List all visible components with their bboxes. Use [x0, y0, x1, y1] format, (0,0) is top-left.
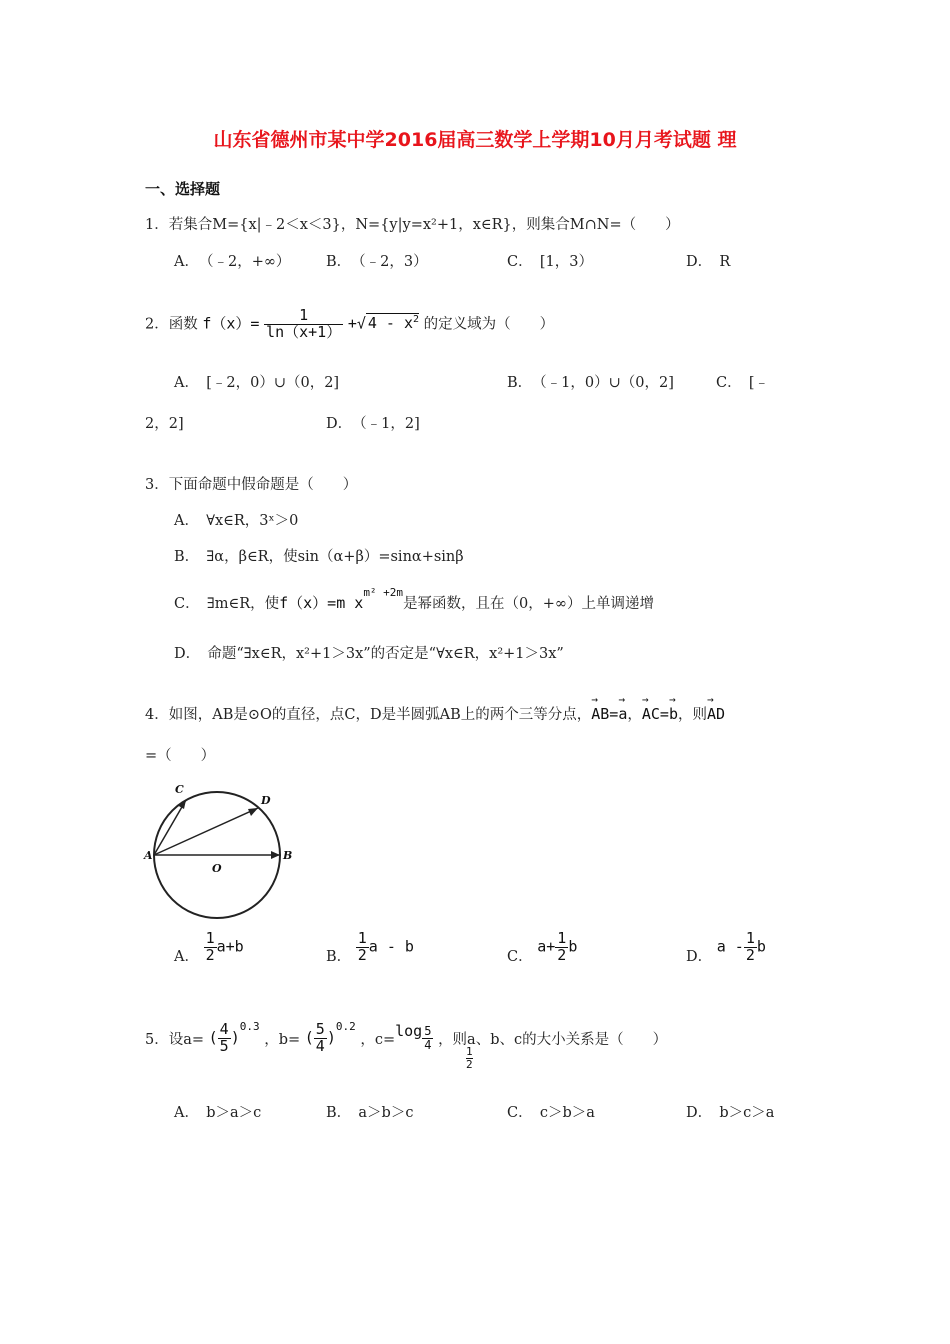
q2-fraction [264, 308, 343, 341]
q4-stem [145, 703, 725, 724]
q4-b-expr: a - b [368, 937, 414, 956]
q2-frac-num: 1 [264, 308, 343, 325]
q5-log-base [466, 1046, 473, 1070]
q2-frac-den: ln（x+1） [266, 322, 342, 341]
q1-stem: 1．若集合M={x|﹣2＜x＜3}，N={y|y=x²+1，x∈R}，则集合M∩N=（ ） [145, 217, 680, 233]
q2-root [366, 313, 419, 332]
q2-option-a: A． [﹣2，0）∪（0，2] [174, 375, 340, 391]
q5-c-num: 5 [424, 1024, 432, 1039]
arrowhead-ad [248, 808, 258, 816]
q2-root-sup: 2 [413, 314, 420, 326]
q5-c-pre: ，c= [360, 1032, 396, 1049]
q1-option-a: A． （﹣2，+∞） [174, 254, 291, 270]
q4-option-a [174, 931, 244, 964]
q5-a-den: 5 [219, 1036, 229, 1055]
q4-d-frac [744, 931, 757, 964]
q4-comma: ， [627, 707, 642, 723]
q5-a-frac [218, 1022, 231, 1055]
q4-d-frac-num: 1 [745, 929, 755, 947]
paren-close-icon: ) [230, 1028, 240, 1047]
q5-b-frac [314, 1022, 327, 1055]
page-title: 山东省德州市某中学2016届高三数学上学期10月月考试题 理 [213, 129, 737, 151]
q5-option-a: A． b＞a＞c [174, 1105, 262, 1121]
q4-stem-cont: =（ ） [145, 748, 216, 764]
q5-a-num: 4 [219, 1020, 229, 1038]
section-heading: 一、选择题 [145, 180, 221, 198]
q5-prefix: 5．设a= [145, 1032, 205, 1049]
vector-ad: → AD [707, 705, 725, 723]
q4-a-frac-num: 1 [205, 929, 215, 947]
q4-c-label: C． [507, 949, 533, 966]
q4-eq2: = [659, 705, 669, 723]
q5-base-den: 2 [466, 1057, 473, 1071]
q3-option-c [174, 586, 655, 613]
segment-ad [154, 808, 258, 855]
q2-fx: f（x）= [202, 314, 260, 333]
q4-a-frac [204, 931, 217, 964]
circle-figure [140, 780, 300, 920]
vector-ab: → AB [591, 705, 609, 723]
label-d: D [261, 794, 271, 807]
q4-option-d [686, 931, 766, 964]
q4-d-expr: b [756, 937, 766, 956]
q2-option-d: D． （﹣1，2] [326, 416, 420, 432]
q4-b-frac-num: 1 [357, 929, 367, 947]
q5-b-den: 4 [315, 1036, 325, 1055]
q2-option-b: B． （﹣1，0）∪（0，2] [507, 375, 674, 391]
q4-c-expr: b [568, 937, 578, 956]
q4-then: ，则 [677, 707, 707, 723]
label-b: B [283, 849, 293, 862]
label-c: C [175, 783, 184, 796]
q3-option-a: A． ∀x∈R，3ˣ＞0 [174, 513, 299, 529]
paren-close-icon: ) [326, 1028, 336, 1047]
q4-b-frac [356, 931, 369, 964]
q4-option-c [507, 931, 577, 964]
q4-c-pre: a+ [537, 937, 556, 956]
q2-plus: + [347, 314, 357, 333]
q4-d-frac-den: 2 [745, 945, 755, 964]
q5-option-d: D． b＞c＞a [686, 1105, 775, 1121]
q2-option-c: C． [﹣ [716, 375, 770, 391]
q4-option-b [326, 931, 414, 964]
q1-option-b: B． （﹣2，3） [326, 254, 428, 270]
paren-open-icon: ( [304, 1028, 314, 1047]
q5-stem [145, 1022, 667, 1055]
q4-c-frac-num: 1 [557, 929, 567, 947]
q5-b-num: 5 [315, 1020, 325, 1038]
q4-a-label: A． [174, 949, 199, 966]
q5-option-b: B． a＞b＞c [326, 1105, 414, 1121]
vector-ac: → AC [642, 705, 660, 723]
paren-open-icon: ( [208, 1028, 218, 1047]
q3-stem: 3．下面命题中假命题是（ ） [145, 477, 358, 493]
label-a: A [144, 849, 153, 862]
q2-root-body: 4 - x [367, 314, 414, 333]
q5-log: log [395, 1022, 423, 1041]
q2-suffix: 的定义域为（ ） [423, 316, 555, 333]
vector-b: → b [669, 705, 678, 723]
q4-a-expr: a+b [216, 937, 244, 956]
q3-option-b: B． ∃α，β∈R，使sin（α+β）=sinα+sinβ [174, 549, 464, 565]
segment-ac [154, 800, 186, 855]
q4-stem-text: 4．如图，AB是⊙O的直径，点C，D是半圆弧AB上的两个三等分点， [145, 707, 592, 723]
q5-a-exp: 0.3 [239, 1020, 260, 1034]
q3-c-math: f（x）=m x [279, 594, 364, 612]
q1-option-d: D． R [686, 254, 731, 270]
q2-stem [145, 308, 554, 341]
q5-b-pre: ，b= [264, 1032, 301, 1049]
q2-prefix: 2．函数 [145, 316, 198, 333]
q1-option-c: C． [1，3） [507, 254, 593, 270]
q5-c-frac [422, 1025, 433, 1051]
q4-c-frac [555, 931, 568, 964]
q4-c-frac-den: 2 [557, 945, 567, 964]
q3-c-suffix: 是幂函数，且在（0，+∞）上单调递增 [403, 596, 655, 612]
q4-b-label: B． [326, 949, 352, 966]
q3-c-prefix: C． ∃m∈R，使 [174, 596, 280, 612]
arrowhead-ab [271, 851, 280, 859]
q4-a-frac-den: 2 [205, 945, 215, 964]
q5-option-c: C． c＞b＞a [507, 1105, 595, 1121]
q3-c-sup: m² +2m [363, 586, 404, 600]
q4-d-pre: a - [716, 937, 744, 956]
q2-option-c-cont: 2，2] [145, 416, 184, 432]
q5-b-exp: 0.2 [335, 1020, 356, 1034]
q4-b-frac-den: 2 [357, 945, 367, 964]
q5-c-den: 4 [424, 1037, 432, 1052]
q5-suffix: ，则a、b、c的大小关系是（ ） [438, 1032, 668, 1049]
vector-a: → a [618, 705, 627, 723]
q4-d-label: D． [686, 949, 713, 966]
label-o: O [212, 862, 222, 875]
q4-eq1: = [609, 705, 619, 723]
sqrt-icon: √ [356, 314, 366, 333]
q5-base-num: 1 [466, 1045, 473, 1058]
q3-option-d: D． 命题“∃x∈R，x²+1＞3x”的否定是“∀x∈R，x²+1＞3x” [174, 646, 564, 662]
